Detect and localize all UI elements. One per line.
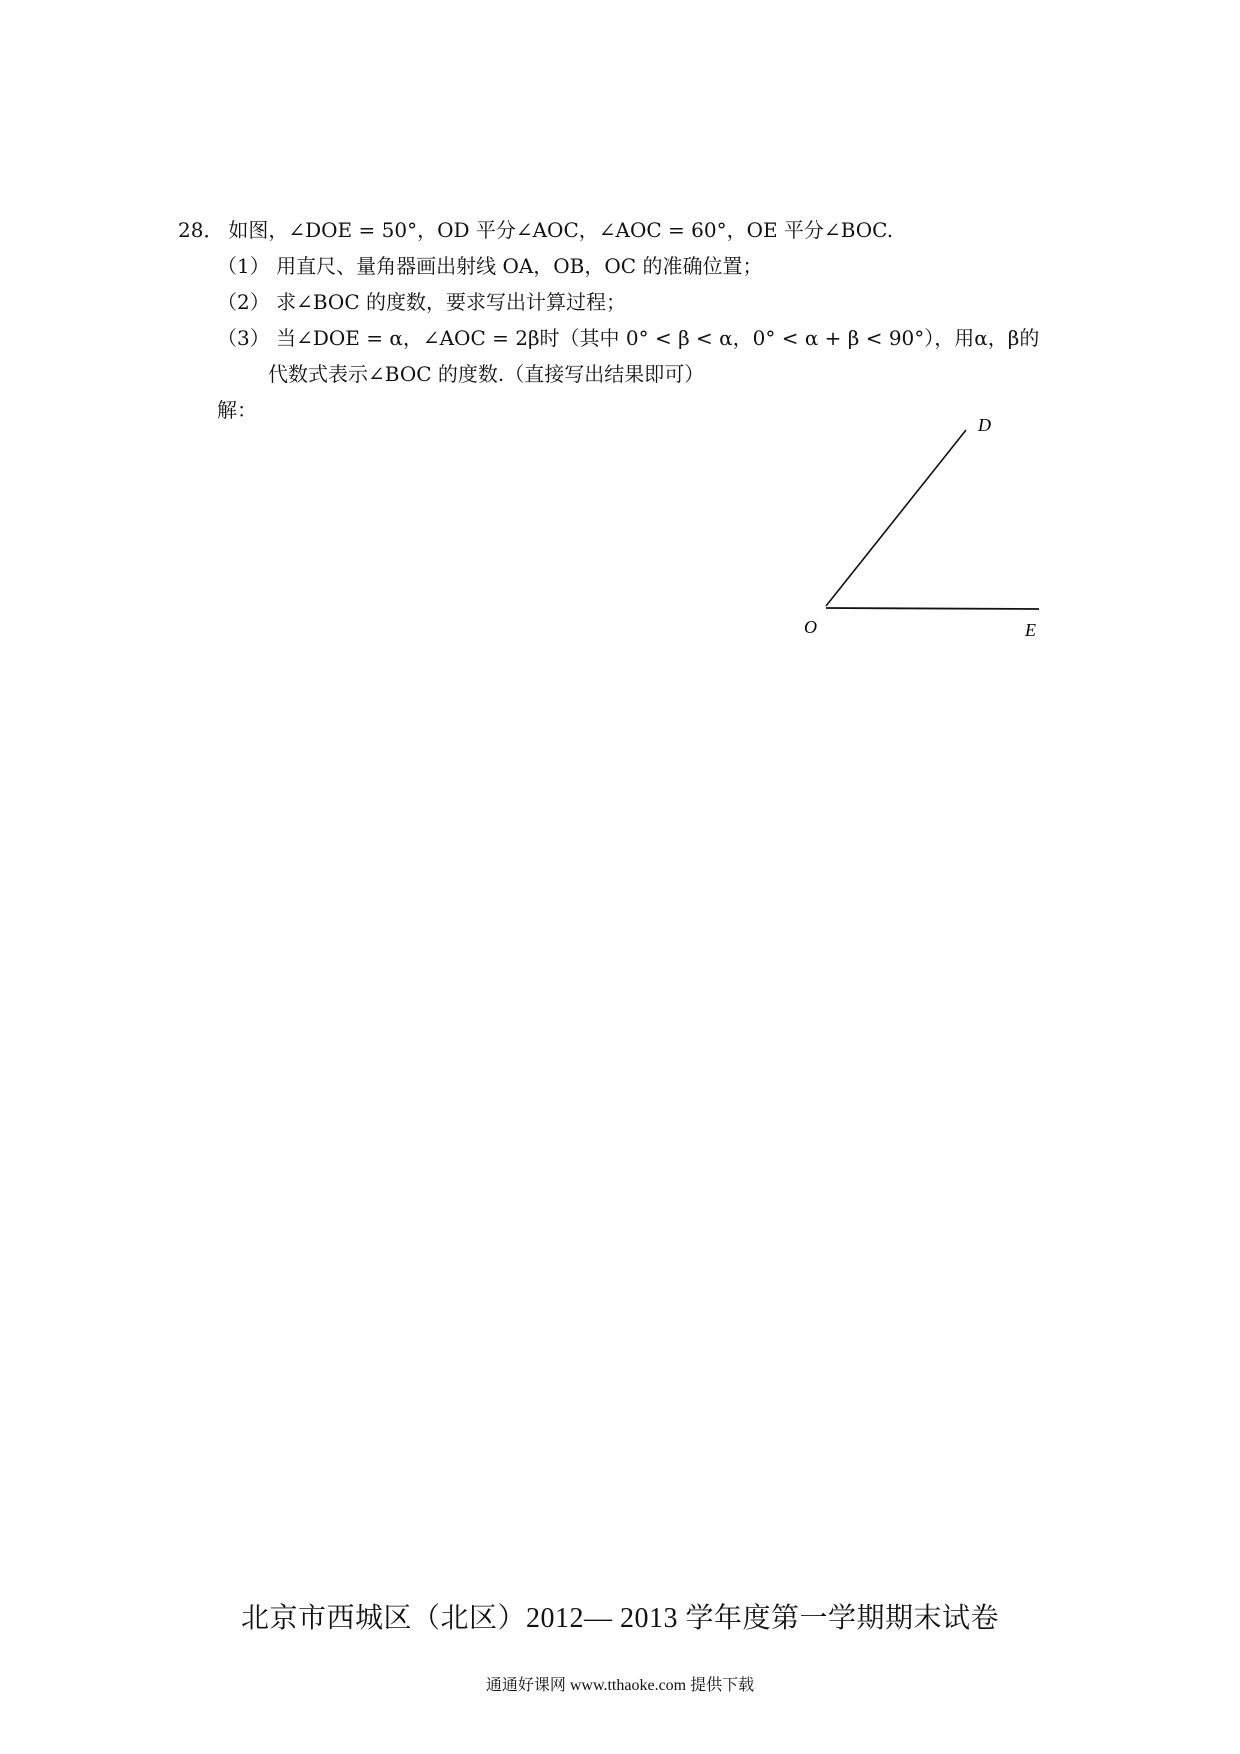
part-3-continuation-line bbox=[178, 356, 1078, 392]
part-1-text: 用直尺、量角器画出射线 OA，OB，OC 的准确位置； bbox=[276, 254, 763, 278]
part-3-label: （3） bbox=[217, 326, 270, 350]
angle-diagram bbox=[790, 406, 1060, 646]
part-1-line bbox=[178, 248, 1078, 284]
exam-title-footer: 北京市西城区（北区）2012— 2013 学年度第一学期期末试卷 bbox=[240, 1603, 999, 1634]
part-2-line bbox=[178, 284, 1078, 320]
part-2-label: （2） bbox=[217, 290, 270, 314]
question-stem: 如图，∠DOE = 50°，OD 平分∠AOC，∠AOC = 60°，OE 平分∠BOC. bbox=[228, 218, 894, 242]
download-source-footer: 通通好课网 www.tthaoke.com 提供下载 bbox=[485, 1677, 755, 1694]
label-d: D bbox=[978, 415, 991, 435]
part-1-label: （1） bbox=[217, 254, 270, 278]
label-e: E bbox=[1025, 620, 1036, 640]
ray-oe bbox=[826, 608, 1039, 609]
part-3-line bbox=[178, 320, 1078, 356]
problem-stem-line bbox=[178, 212, 1078, 248]
angle-figure bbox=[790, 406, 1060, 646]
part-3-continuation: 代数式表示∠BOC 的度数.（直接写出结果即可） bbox=[268, 362, 705, 386]
label-o: O bbox=[804, 617, 817, 637]
part-3-text: 当∠DOE = α，∠AOC = 2β时（其中 0° < β < α，0° < α + β < 90°），用α，β的 bbox=[276, 326, 1040, 350]
part-2-text: 求∠BOC 的度数，要求写出计算过程； bbox=[276, 290, 626, 314]
problem-28 bbox=[178, 212, 1078, 428]
question-number: 28． bbox=[178, 218, 224, 242]
answer-label: 解： bbox=[217, 398, 257, 422]
ray-od bbox=[826, 430, 966, 606]
